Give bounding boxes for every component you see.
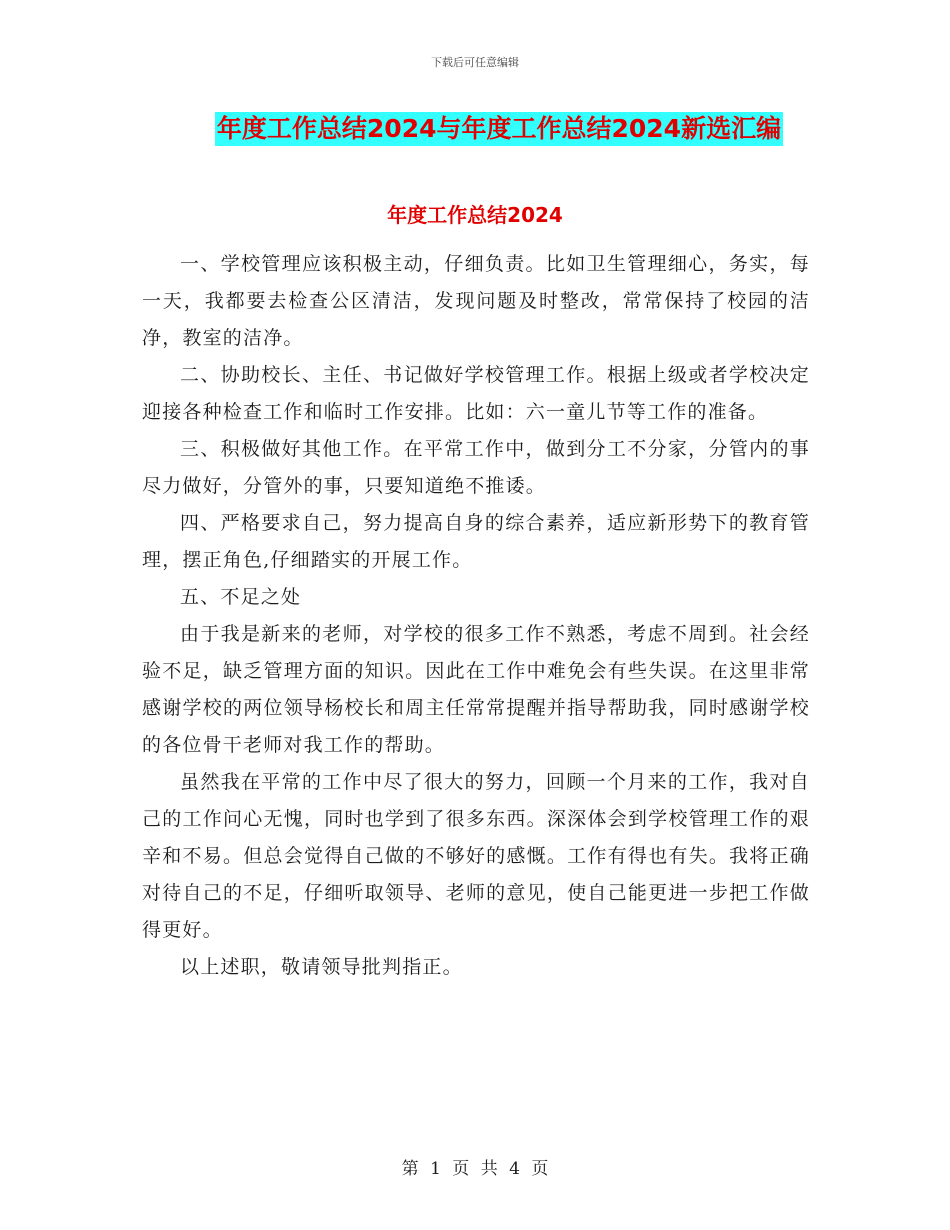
paragraph-6: 由于我是新来的老师，对学校的很多工作不熟悉，考虑不周到。社会经验不足，缺乏管理方面的知识。因此在工作中难免会有些失误。在这里非常感谢学校的两位领导杨校长和周主任常常提醒并指导帮助我，同时感谢学校的各位骨干老师对我工作的帮助。 (142, 623, 810, 756)
document-body (142, 246, 810, 986)
paragraph-4: 四、严格要求自己，努力提高自身的综合素养，适应新形势下的教育管理，摆正角色,仔细踏实的开展工作。 (142, 512, 810, 571)
header-note: 下载后可任意编辑 (431, 56, 519, 69)
paragraph-5: 五、不足之处 (180, 586, 302, 608)
paragraph-1: 一、学校管理应该积极主动，仔细负责。比如卫生管理细心，务实，每一天，我都要去检查公区清洁，发现问题及时整改，常常保持了校园的洁净，教室的洁净。 (142, 253, 810, 349)
paragraph-2: 二、协助校长、主任、书记做好学校管理工作。根据上级或者学校决定迎接各种检查工作和临时工作安排。比如：六一童儿节等工作的准备。 (142, 364, 810, 423)
section-title: 年度工作总结2024 (387, 203, 563, 227)
document-title: 年度工作总结2024与年度工作总结2024新选汇编 (215, 112, 783, 146)
paragraph-7: 虽然我在平常的工作中尽了很大的努力，回顾一个月来的工作，我对自己的工作问心无愧，同时也学到了很多东西。深深体会到学校管理工作的艰辛和不易。但总会觉得自己做的不够好的感慨。工作有得也有失。我将正确对待自己的不足，仔细听取领导、老师的意见，使自己能更进一步把工作做得更好。 (142, 771, 810, 941)
paragraph-3: 三、积极做好其他工作。在平常工作中，做到分工不分家，分管内的事尽力做好，分管外的事，只要知道绝不推诿。 (142, 438, 810, 497)
main-title-wrap (0, 112, 950, 146)
page-footer: 第 1 页 共 4 页 (401, 1159, 549, 1179)
paragraph-8: 以上述职，敬请领导批判指正。 (180, 956, 463, 978)
